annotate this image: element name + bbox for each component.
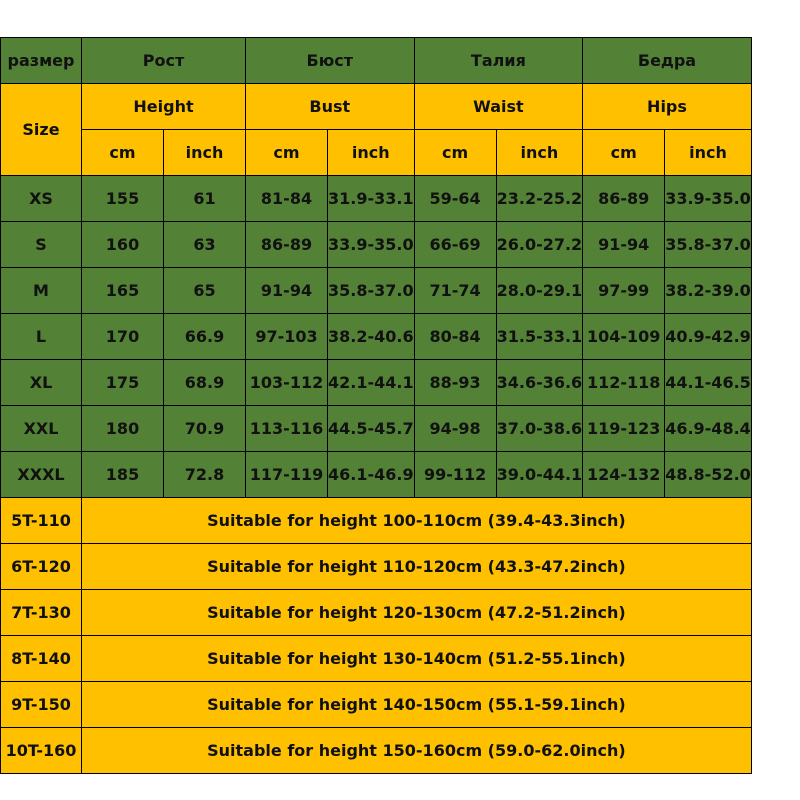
measurement-cell: 33.9-35.0 [665,176,752,222]
header-hips-ru: Бедра [583,38,752,84]
size-label-cell: XXXL [1,452,82,498]
kids-height-note: Suitable for height 150-160cm (59.0-62.0inch) [82,728,752,774]
measurement-cell: 61 [164,176,246,222]
unit-cell: inch [328,130,415,176]
measurement-cell: 103-112 [246,360,328,406]
measurement-cell: 91-94 [246,268,328,314]
header-waist: Waist [414,84,583,130]
measurement-cell: 88-93 [414,360,496,406]
measurement-cell: 46.9-48.4 [665,406,752,452]
unit-cell: inch [665,130,752,176]
measurement-cell: 66-69 [414,222,496,268]
kids-height-note: Suitable for height 140-150cm (55.1-59.1inch) [82,682,752,728]
kids-row [1,682,752,728]
kids-size-cell: 7T-130 [1,590,82,636]
measurement-cell: 28.0-29.1 [496,268,583,314]
measurement-cell: 59-64 [414,176,496,222]
measurement-cell: 180 [82,406,164,452]
unit-cell: inch [496,130,583,176]
size-label-cell: S [1,222,82,268]
measurement-cell: 48.8-52.0 [665,452,752,498]
unit-cell: cm [414,130,496,176]
unit-cell: inch [164,130,246,176]
header-size: Size [1,84,82,176]
measurement-cell: 70.9 [164,406,246,452]
header-row-units [1,130,752,176]
measurement-cell: 26.0-27.2 [496,222,583,268]
table-row [1,406,752,452]
measurement-cell: 38.2-39.0 [665,268,752,314]
measurement-cell: 40.9-42.9 [665,314,752,360]
measurement-cell: 63 [164,222,246,268]
header-bust: Bust [246,84,415,130]
measurement-cell: 31.9-33.1 [328,176,415,222]
unit-cell: cm [82,130,164,176]
measurement-cell: 34.6-36.6 [496,360,583,406]
measurement-cell: 94-98 [414,406,496,452]
size-label-cell: L [1,314,82,360]
size-label-cell: XS [1,176,82,222]
unit-cell: cm [246,130,328,176]
measurement-cell: 175 [82,360,164,406]
measurement-cell: 71-74 [414,268,496,314]
kids-size-cell: 10T-160 [1,728,82,774]
header-height: Height [82,84,246,130]
header-hips: Hips [583,84,752,130]
measurement-cell: 185 [82,452,164,498]
header-row-russian [1,38,752,84]
measurement-cell: 165 [82,268,164,314]
measurement-cell: 46.1-46.9 [328,452,415,498]
kids-size-cell: 5T-110 [1,498,82,544]
size-label-cell: M [1,268,82,314]
measurement-cell: 119-123 [583,406,665,452]
size-table [0,37,752,774]
measurement-cell: 68.9 [164,360,246,406]
kids-height-note: Suitable for height 100-110cm (39.4-43.3inch) [82,498,752,544]
measurement-cell: 39.0-44.1 [496,452,583,498]
measurement-cell: 65 [164,268,246,314]
kids-size-cell: 6T-120 [1,544,82,590]
measurement-cell: 66.9 [164,314,246,360]
measurement-cell: 112-118 [583,360,665,406]
measurement-cell: 38.2-40.6 [328,314,415,360]
kids-height-note: Suitable for height 120-130cm (47.2-51.2inch) [82,590,752,636]
kids-row [1,590,752,636]
measurement-cell: 113-116 [246,406,328,452]
kids-height-note: Suitable for height 130-140cm (51.2-55.1inch) [82,636,752,682]
kids-height-note: Suitable for height 110-120cm (43.3-47.2inch) [82,544,752,590]
measurement-cell: 117-119 [246,452,328,498]
kids-row [1,544,752,590]
header-height-ru: Рост [82,38,246,84]
kids-size-cell: 9T-150 [1,682,82,728]
size-chart [0,37,752,774]
measurement-cell: 86-89 [246,222,328,268]
header-waist-ru: Талия [414,38,583,84]
table-row [1,176,752,222]
measurement-cell: 35.8-37.0 [665,222,752,268]
measurement-cell: 31.5-33.1 [496,314,583,360]
header-bust-ru: Бюст [246,38,415,84]
measurement-cell: 155 [82,176,164,222]
measurement-cell: 72.8 [164,452,246,498]
measurement-cell: 42.1-44.1 [328,360,415,406]
kids-row [1,498,752,544]
measurement-cell: 37.0-38.6 [496,406,583,452]
measurement-cell: 160 [82,222,164,268]
kids-row [1,636,752,682]
measurement-cell: 86-89 [583,176,665,222]
kids-row [1,728,752,774]
measurement-cell: 35.8-37.0 [328,268,415,314]
measurement-cell: 99-112 [414,452,496,498]
measurement-cell: 44.1-46.5 [665,360,752,406]
measurement-cell: 104-109 [583,314,665,360]
unit-cell: cm [583,130,665,176]
measurement-cell: 124-132 [583,452,665,498]
table-row [1,360,752,406]
measurement-cell: 44.5-45.7 [328,406,415,452]
measurement-cell: 170 [82,314,164,360]
measurement-cell: 97-99 [583,268,665,314]
header-row-english [1,84,752,130]
size-label-cell: XXL [1,406,82,452]
size-label-cell: XL [1,360,82,406]
measurement-cell: 80-84 [414,314,496,360]
measurement-cell: 81-84 [246,176,328,222]
measurement-cell: 33.9-35.0 [328,222,415,268]
measurement-cell: 23.2-25.2 [496,176,583,222]
table-row [1,222,752,268]
measurement-cell: 97-103 [246,314,328,360]
table-row [1,314,752,360]
header-size-ru: размер [1,38,82,84]
measurement-cell: 91-94 [583,222,665,268]
table-row [1,452,752,498]
kids-size-cell: 8T-140 [1,636,82,682]
table-row [1,268,752,314]
